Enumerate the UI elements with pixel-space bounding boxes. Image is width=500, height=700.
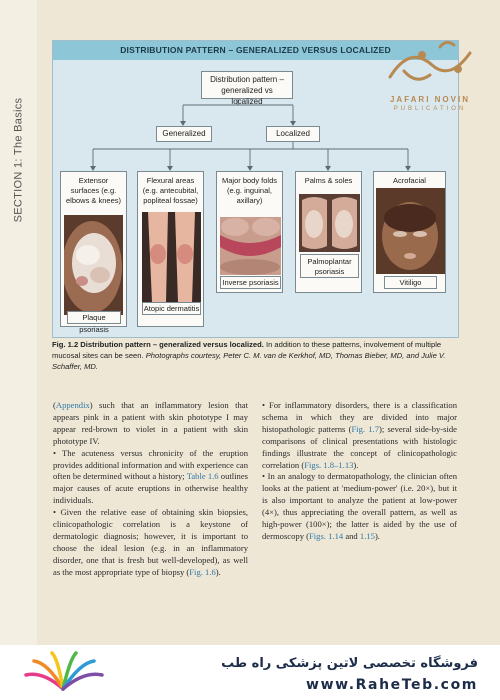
vitiligo-photo [376, 188, 445, 274]
generalized-node: Generalized [156, 126, 212, 142]
section-label: SECTION 1: The Basics [12, 97, 25, 223]
cross-reference-link[interactable]: Fig. 1.7 [351, 423, 380, 434]
paragraph-text: • For inflammatory disorders, there is a classification schema in which they are divided into major histopathologic patterns ( [262, 400, 457, 434]
cross-reference-link[interactable]: Figs. 1.8–1.13 [304, 459, 354, 470]
paragraph [53, 400, 248, 448]
paragraph [262, 400, 457, 471]
section-side-tab [0, 0, 37, 645]
paragraph-text: ). [374, 530, 380, 541]
cross-reference-link[interactable]: Figs. 1.14 [309, 530, 344, 541]
cross-reference-link[interactable]: 1.15 [359, 530, 375, 541]
cross-reference-link[interactable]: Table 1.6 [186, 471, 219, 482]
figure-caption [52, 339, 462, 372]
paragraph-text: • The acuteness versus chronicity of the eruption provides additional information and with experience can often be determined without a history; [53, 447, 248, 482]
paragraph-text: • In an analogy to dermatopathology, the clinician often looks at the patient at 'medium-power' (i.e. 20×), but it is also important to analyze the patient at low-power (4×), thus appreciating the overall pattern, as well as high-power (100×); the latter is aided by the use of dermoscopy ( [262, 471, 457, 541]
plaque-psoriasis-label: Plaque psoriasis [67, 311, 121, 324]
figure-header: DISTRIBUTION PATTERN – GENERALIZED VERSUS LOCALIZED [53, 41, 458, 60]
paragraph-text: • Given the relative ease of obtaining skin biopsies, clinicopathologic correlation is a keystone of dermatologic diagnosis; however, it is important to choose the ideal lesion (e.g. in an inflammatory disorder, one that is fresh but well-developed), as well as the most appropriate type of biopsy ( [53, 507, 248, 577]
atopic-dermatitis-photo [142, 212, 201, 302]
localized-node: Localized [266, 126, 320, 142]
caption-fig-label: Fig. 1.2 Distribution pattern – generalized versus localized. [52, 340, 264, 349]
paragraph-text: ). [353, 459, 359, 470]
card-acrofacial: Acrofacial Vitiligo [373, 171, 446, 293]
right-text-column [262, 400, 457, 543]
caption-credits: Photographs courtesy, Peter C. M. van de Kerkhof, MD, Thomas Bieber, MD, and Julie V. Schaffer, MD. [52, 351, 446, 371]
paragraph [262, 471, 457, 542]
inverse-psoriasis-label: Inverse psoriasis [220, 276, 281, 289]
card-flexural-areas: Flexural areas (e.g. antecubital, popliteal fossae) Atopic dermatitis [137, 171, 204, 327]
cross-reference-link[interactable]: Fig. 1.6 [189, 566, 216, 577]
card-extensor-surfaces: Extensor surfaces (e.g. elbows & knees) Plaque psoriasis [60, 171, 127, 327]
cross-reference-link[interactable]: Appendix [55, 400, 90, 410]
palmoplantar-psoriasis-label: Palmoplantar psoriasis [300, 254, 359, 278]
paragraph-text: ( [53, 400, 56, 410]
palmoplantar-psoriasis-photo [299, 194, 360, 252]
left-text-column [53, 400, 248, 579]
paragraph-text: ). [215, 566, 221, 577]
vitiligo-label: Vitiligo [384, 276, 437, 289]
atopic-dermatitis-label: Atopic dermatitis [143, 304, 200, 313]
card-major-body-folds: Major body folds (e.g. inguinal, axillary) Inverse psoriasis [216, 171, 283, 293]
paragraph-text: ) such that an inflammatory lesion that appears pink in a patient with skin phototype I may appear red-brown to violet in a patient with skin phototype IV. [53, 400, 248, 446]
paragraph-text: ); several side-by-side comparisons of clinical presentations with histologic findings illustrate the concept of clinicopathologic correlation ( [262, 423, 457, 470]
paragraph [53, 507, 248, 578]
root-node: Distribution pattern – generalized vs localized [201, 71, 293, 99]
publisher-sub: PUBLICATION [393, 106, 467, 112]
paragraph-text: and [343, 530, 360, 541]
footer-persian-title: فروشگاه تخصصی لاتین پزشکی راه طب [221, 656, 478, 671]
book-logo-icon [18, 649, 108, 699]
footer-url[interactable]: www.RaheTeb.com [306, 677, 478, 693]
card-palms-soles: Palms & soles Palmoplantar psoriasis [295, 171, 362, 293]
paragraph-text: outlines major causes of acute eruptions in otherwise healthy individuals. [53, 471, 248, 506]
caption-text: In addition to these patterns, involvement of multiple mucosal sites can be seen. [52, 340, 442, 360]
paragraph [53, 448, 248, 508]
plaque-psoriasis-photo [64, 215, 123, 315]
inverse-psoriasis-photo [220, 217, 281, 275]
publisher-logo [370, 35, 490, 120]
publisher-brand: JAFARI NOVIN [389, 95, 470, 104]
calligraphy-mark-icon [370, 35, 490, 95]
